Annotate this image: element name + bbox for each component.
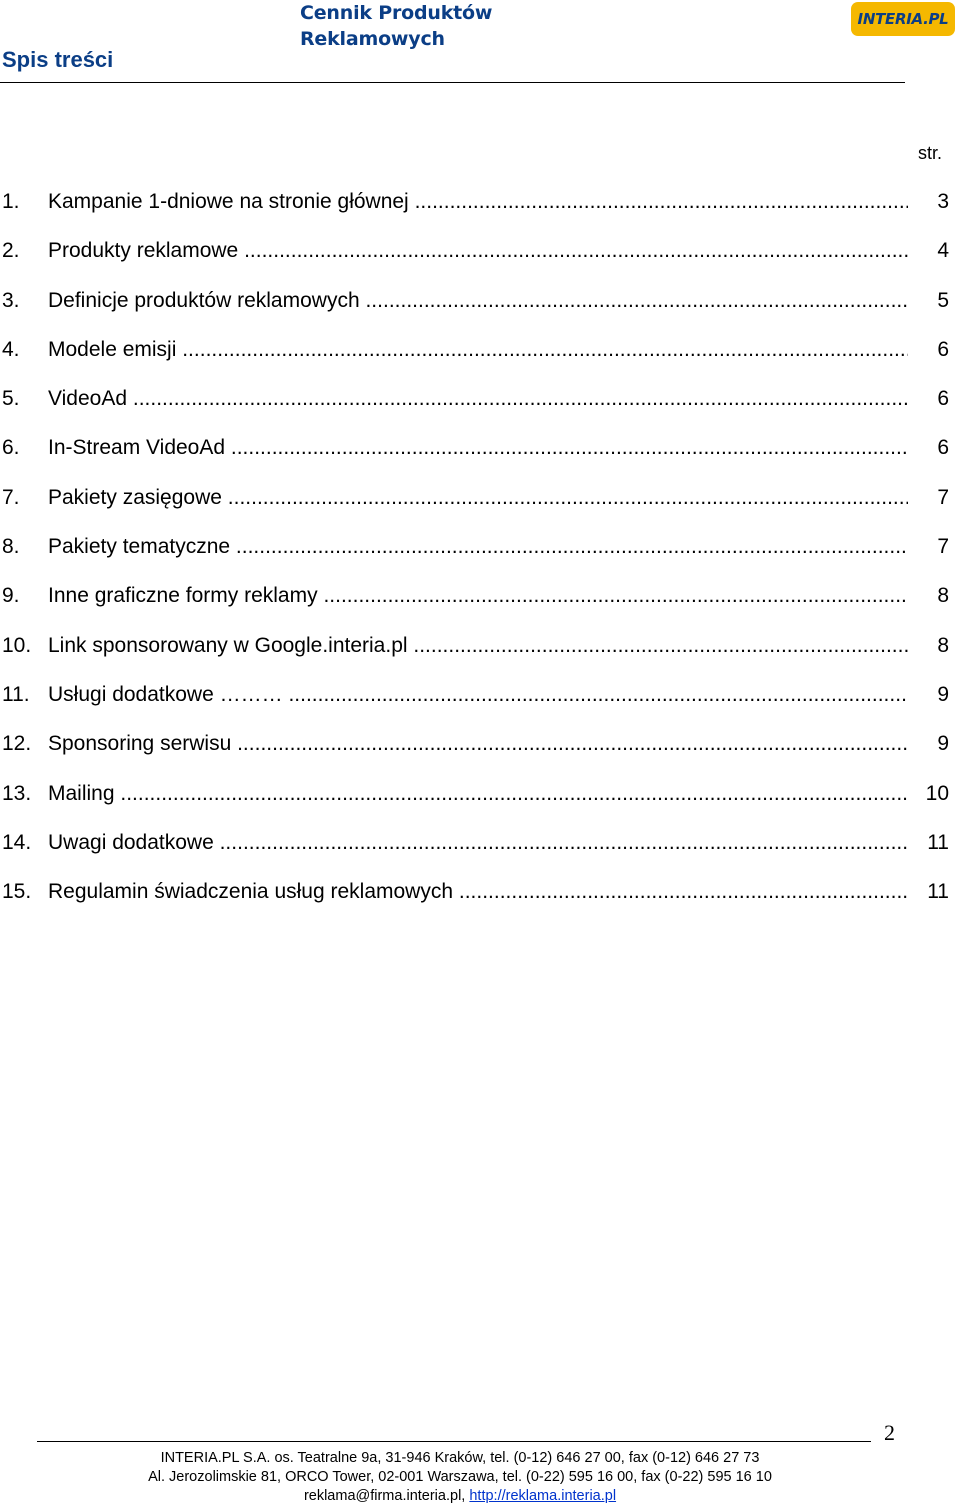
toc-entry-number: 8.	[2, 535, 20, 559]
toc-entry-number: 7.	[2, 485, 20, 509]
toc-entry-number: 2.	[2, 239, 20, 263]
toc-entry-title: Definicje produktów reklamowych .....	[48, 282, 908, 320]
toc-entry-title: Mailing .....	[48, 775, 908, 813]
table-of-contents	[0, 183, 960, 922]
toc-entry-number: 5.	[2, 387, 20, 411]
footer-address-line: INTERIA.PL S.A. os. Teatralne 9a, 31-946 Kraków, tel. (0-12) 646 27 00, fax (0-12) 646 27 73	[160, 1450, 760, 1466]
toc-entry[interactable]	[0, 577, 960, 626]
footer-address-line: Al. Jerozolimskie 81, ORCO Tower, 02-001 Warszawa, tel. (0-22) 595 16 00, fax (0-22) 595 16 10	[148, 1469, 772, 1485]
toc-entry[interactable]	[0, 429, 960, 478]
footer-divider	[37, 1441, 871, 1442]
toc-entry-number: 14.	[2, 830, 32, 854]
toc-entry-page: 6	[937, 337, 949, 361]
toc-entry-page: 6	[937, 436, 949, 460]
toc-entry[interactable]	[0, 183, 960, 232]
toc-entry[interactable]	[0, 676, 960, 725]
toc-entry[interactable]	[0, 528, 960, 577]
toc-entry-number: 11.	[2, 682, 30, 706]
toc-entry-title: Inne graficzne formy reklamy .....	[48, 577, 908, 615]
toc-entry-title: Pakiety zasięgowe .....	[48, 479, 908, 517]
footer-website-link[interactable]: http://reklama.interia.pl	[469, 1488, 617, 1504]
toc-entry[interactable]	[0, 232, 960, 281]
toc-entry-title: Modele emisji .....	[48, 331, 908, 369]
toc-entry-title: Uwagi dodatkowe .....	[48, 824, 908, 862]
toc-entry[interactable]	[0, 824, 960, 873]
toc-entry-title: Usługi dodatkowe ……… .....	[48, 676, 908, 714]
toc-entry-number: 13.	[2, 781, 32, 805]
toc-entry-page: 11	[927, 830, 949, 854]
toc-entry-title: VideoAd .....	[48, 380, 908, 418]
toc-entry-page: 9	[937, 682, 949, 706]
toc-entry[interactable]	[0, 627, 960, 676]
toc-entry-page: 5	[937, 288, 949, 312]
toc-entry-page: 11	[927, 880, 949, 904]
toc-entry-number: 15.	[2, 880, 32, 904]
toc-entry-page: 9	[937, 732, 949, 756]
toc-entry-number: 6.	[2, 436, 20, 460]
footer	[60, 1449, 860, 1506]
page-number: 2	[884, 1420, 895, 1445]
toc-entry-page: 10	[925, 781, 949, 805]
toc-entry-number: 4.	[2, 337, 20, 361]
toc-entry[interactable]	[0, 331, 960, 380]
page-title: Spis treści	[2, 47, 114, 72]
toc-entry-page: 4	[937, 239, 949, 263]
toc-entry-page: 7	[937, 485, 949, 509]
toc-entry[interactable]	[0, 479, 960, 528]
toc-entry-title: Regulamin świadczenia usług reklamowych .....	[48, 873, 908, 911]
page-column-label: str.	[918, 143, 943, 163]
title-divider	[0, 82, 905, 83]
toc-entry-title: Pakiety tematyczne .....	[48, 528, 908, 566]
toc-entry[interactable]	[0, 725, 960, 774]
toc-entry[interactable]	[0, 775, 960, 824]
toc-entry[interactable]	[0, 873, 960, 922]
toc-entry-number: 1.	[2, 190, 20, 213]
toc-entry-page: 8	[937, 584, 949, 608]
footer-email: reklama@firma.interia.pl,	[303, 1488, 466, 1504]
toc-entry-page: 6	[937, 387, 949, 411]
header-title: Cennik Produktów Reklamowych	[300, 2, 493, 50]
toc-entry-number: 10.	[2, 633, 32, 657]
interia-logo: INTERIA.PL	[851, 2, 955, 36]
toc-entry-number: 9.	[2, 584, 20, 608]
toc-entry-title: Sponsoring serwisu .....	[48, 725, 908, 763]
toc-entry[interactable]	[0, 380, 960, 429]
toc-entry-title: Kampanie 1-dniowe na stronie głównej .....	[48, 183, 908, 221]
toc-entry[interactable]	[0, 282, 960, 331]
toc-entry-page: 3	[937, 190, 949, 213]
toc-entry-number: 3.	[2, 288, 20, 312]
toc-entry-page: 7	[937, 535, 949, 559]
toc-entry-title: In-Stream VideoAd .....	[48, 429, 908, 467]
toc-entry-page: 8	[937, 633, 949, 657]
footer-contact-line	[60, 1487, 860, 1506]
toc-entry-number: 12.	[2, 732, 32, 756]
toc-entry-title: Produkty reklamowe .....	[48, 232, 908, 270]
toc-entry-title: Link sponsorowany w Google.interia.pl .....	[48, 627, 908, 665]
